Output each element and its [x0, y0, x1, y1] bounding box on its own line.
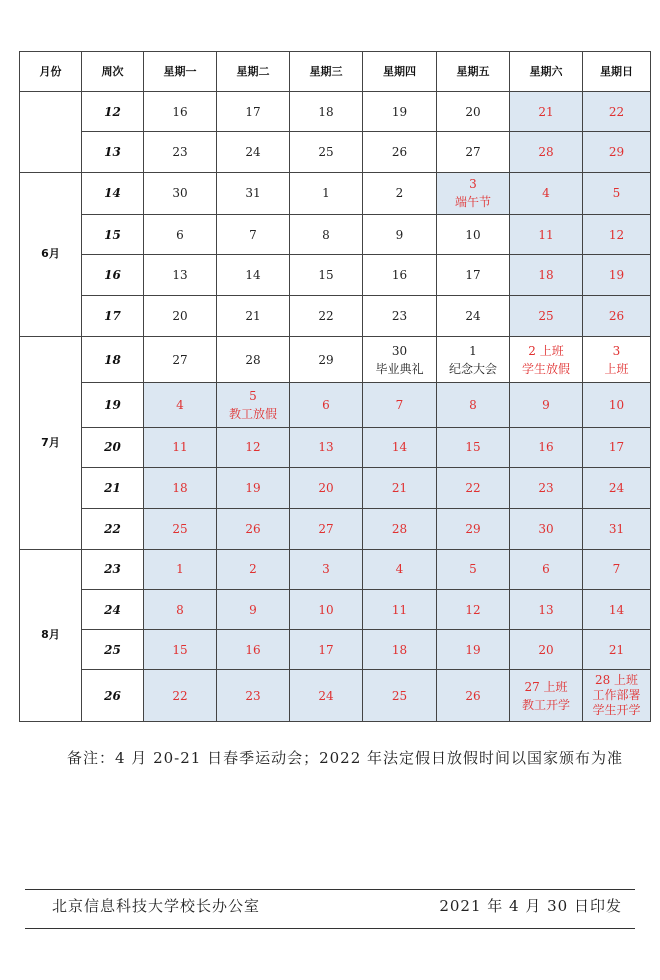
- day-cell: [510, 336, 583, 382]
- day-cell: [510, 295, 583, 336]
- day-number: 25: [172, 521, 188, 536]
- day-number: 1: [322, 186, 330, 201]
- week-row: [20, 427, 651, 467]
- day-cell: [290, 670, 363, 722]
- day-number: 3: [612, 343, 621, 358]
- day-cell: [290, 214, 363, 254]
- day-number: 30: [172, 186, 188, 201]
- week-row: [20, 132, 651, 172]
- day-cell: [217, 549, 290, 589]
- day-cell: [583, 509, 651, 549]
- week-row: [20, 295, 651, 336]
- day-number: 16: [172, 104, 188, 119]
- day-number: 10: [318, 602, 334, 617]
- day-number: 30: [391, 343, 408, 358]
- remark-note: 备注：4 月 20-21 日春季运动会；2022 年法定假日放假时间以国家颁布为准: [67, 749, 624, 767]
- week-number-cell: 12: [82, 92, 144, 132]
- day-cell: [144, 427, 217, 467]
- day-cell: [290, 549, 363, 589]
- day-number: 24: [608, 481, 625, 496]
- school-calendar-table: [19, 51, 651, 722]
- week-number-cell: 26: [82, 670, 144, 722]
- day-event-label: 教工放假: [228, 406, 277, 421]
- day-number: 26: [391, 144, 408, 159]
- day-number: 5: [612, 186, 621, 201]
- day-number: 22: [608, 104, 625, 119]
- day-number: 27: [465, 144, 481, 159]
- day-cell: [290, 336, 363, 382]
- day-cell: [217, 336, 290, 382]
- day-cell: [217, 214, 290, 254]
- day-cell: [144, 336, 217, 382]
- day-cell: [363, 589, 437, 629]
- day-cell: [363, 383, 437, 427]
- footer-issuer: 北京信息科技大学校长办公室: [52, 897, 261, 915]
- day-number: 3: [469, 177, 477, 192]
- week-row: [20, 255, 651, 295]
- day-cell: [363, 295, 437, 336]
- day-cell: [437, 295, 510, 336]
- day-number: 2: [395, 186, 404, 201]
- day-cell: [363, 336, 437, 382]
- week-row: [20, 589, 651, 629]
- month-cell: 7月: [20, 336, 82, 549]
- day-number: 12: [465, 602, 481, 617]
- day-number: 20: [318, 481, 334, 496]
- day-cell: [583, 132, 651, 172]
- footer-bottom-rule: [25, 928, 635, 929]
- day-number: 4: [176, 397, 184, 412]
- day-number: 6: [322, 397, 330, 412]
- day-cell: [583, 467, 651, 508]
- week-row: [20, 383, 651, 427]
- day-cell: [217, 670, 290, 722]
- day-number: 23: [538, 481, 554, 496]
- day-cell: [583, 255, 651, 295]
- day-cell: [583, 670, 651, 722]
- day-event-label: 工作部署: [592, 688, 641, 703]
- day-cell: [583, 383, 651, 427]
- day-number: 8: [469, 397, 477, 412]
- footer: [52, 895, 622, 916]
- day-number: 2: [249, 562, 257, 577]
- day-cell: [583, 214, 651, 254]
- day-number: 5: [249, 388, 257, 403]
- day-cell: [290, 295, 363, 336]
- day-number: 8: [322, 227, 330, 242]
- week-number-cell: 13: [82, 132, 144, 172]
- week-number-cell: 18: [82, 336, 144, 382]
- day-cell: [144, 630, 217, 670]
- day-cell: [363, 92, 437, 132]
- day-cell: [583, 172, 651, 214]
- day-cell: [510, 549, 583, 589]
- day-cell: [290, 383, 363, 427]
- day-cell: [217, 383, 290, 427]
- day-cell: [583, 336, 651, 382]
- day-number: 11: [172, 440, 188, 455]
- day-cell: [290, 172, 363, 214]
- day-number: 26: [608, 308, 625, 323]
- week-row: [20, 549, 651, 589]
- day-number: 19: [608, 267, 625, 282]
- day-cell: [437, 630, 510, 670]
- day-number: 26: [465, 688, 481, 703]
- day-cell: [217, 255, 290, 295]
- day-number: 17: [608, 440, 625, 455]
- day-cell: [144, 549, 217, 589]
- day-cell: [290, 630, 363, 670]
- header-monday: 星期一: [144, 52, 217, 92]
- day-cell: [510, 467, 583, 508]
- day-number: 18: [318, 104, 334, 119]
- day-cell: [144, 295, 217, 336]
- week-number-cell: 24: [82, 589, 144, 629]
- day-cell: [217, 589, 290, 629]
- week-number-cell: 22: [82, 509, 144, 549]
- week-row: [20, 509, 651, 549]
- header-thursday: 星期四: [363, 52, 437, 92]
- day-number: 31: [245, 186, 261, 201]
- day-cell: [510, 383, 583, 427]
- header-sunday: 星期日: [583, 52, 651, 92]
- day-event-label: 教工开学: [521, 697, 570, 712]
- day-number: 7: [395, 397, 404, 412]
- day-cell: [363, 255, 437, 295]
- day-cell: [217, 509, 290, 549]
- header-month: 月份: [20, 52, 82, 92]
- day-number: 24: [245, 144, 261, 159]
- week-number-cell: 25: [82, 630, 144, 670]
- day-event-label: 纪念大会: [448, 361, 497, 376]
- day-number: 21: [245, 308, 261, 323]
- day-cell: [583, 549, 651, 589]
- day-cell: [510, 509, 583, 549]
- day-cell: [510, 630, 583, 670]
- day-cell: [290, 255, 363, 295]
- day-number: 27 上班: [524, 679, 568, 694]
- week-number-cell: 16: [82, 255, 144, 295]
- day-cell: [437, 214, 510, 254]
- footer-date: 2021 年 4 月 30 日印发: [439, 897, 622, 915]
- day-cell: [437, 549, 510, 589]
- day-cell: [510, 92, 583, 132]
- day-event-label: 学生开学: [592, 703, 641, 718]
- day-cell: [363, 467, 437, 508]
- day-number: 13: [172, 267, 188, 282]
- calendar-body: [20, 92, 651, 722]
- day-cell: [437, 383, 510, 427]
- day-number: 21: [608, 642, 625, 657]
- day-number: 26: [245, 521, 261, 536]
- day-cell: [437, 509, 510, 549]
- day-number: 29: [608, 144, 625, 159]
- day-number: 25: [538, 308, 554, 323]
- day-cell: [583, 589, 651, 629]
- day-cell: [144, 255, 217, 295]
- day-number: 23: [245, 688, 261, 703]
- day-number: 28: [245, 352, 261, 367]
- month-cell: [20, 92, 82, 173]
- day-cell: [217, 132, 290, 172]
- day-number: 4: [542, 186, 550, 201]
- day-event-label: 学生放假: [521, 361, 570, 376]
- day-cell: [437, 132, 510, 172]
- day-number: 27: [318, 521, 334, 536]
- day-cell: [290, 92, 363, 132]
- header-saturday: 星期六: [510, 52, 583, 92]
- day-cell: [437, 589, 510, 629]
- month-cell: 8月: [20, 549, 82, 721]
- day-cell: [363, 630, 437, 670]
- day-number: 10: [465, 227, 481, 242]
- day-number: 22: [318, 308, 334, 323]
- day-cell: [144, 214, 217, 254]
- day-cell: [144, 383, 217, 427]
- week-number-cell: 20: [82, 427, 144, 467]
- week-number-cell: 17: [82, 295, 144, 336]
- day-number: 21: [391, 481, 408, 496]
- header-wednesday: 星期三: [290, 52, 363, 92]
- day-cell: [510, 172, 583, 214]
- day-cell: [144, 589, 217, 629]
- day-cell: [583, 295, 651, 336]
- day-number: 29: [465, 521, 481, 536]
- day-cell: [217, 630, 290, 670]
- day-number: 1: [469, 343, 477, 358]
- day-number: 28: [391, 521, 408, 536]
- day-number: 4: [395, 562, 404, 577]
- day-number: 23: [172, 144, 188, 159]
- day-number: 12: [245, 440, 261, 455]
- week-number-cell: 21: [82, 467, 144, 508]
- day-number: 20: [172, 308, 188, 323]
- week-row: [20, 467, 651, 508]
- day-cell: [437, 467, 510, 508]
- day-number: 13: [538, 602, 554, 617]
- week-number-cell: 14: [82, 172, 144, 214]
- day-cell: [437, 92, 510, 132]
- day-cell: [437, 255, 510, 295]
- day-number: 16: [391, 267, 408, 282]
- day-cell: [510, 132, 583, 172]
- day-cell: [144, 132, 217, 172]
- day-number: 27: [172, 352, 188, 367]
- day-number: 24: [318, 688, 334, 703]
- day-cell: [144, 509, 217, 549]
- day-number: 2 上班: [528, 343, 564, 358]
- day-cell: [217, 172, 290, 214]
- day-cell: [363, 670, 437, 722]
- day-cell: [144, 172, 217, 214]
- day-number: 18: [172, 481, 188, 496]
- week-row: [20, 172, 651, 214]
- day-number: 19: [245, 481, 261, 496]
- day-cell: [363, 172, 437, 214]
- day-number: 7: [612, 562, 621, 577]
- week-row: [20, 214, 651, 254]
- day-number: 7: [249, 227, 257, 242]
- day-cell: [510, 214, 583, 254]
- day-number: 17: [318, 642, 334, 657]
- day-number: 6: [176, 227, 184, 242]
- day-number: 23: [391, 308, 408, 323]
- week-row: [20, 670, 651, 722]
- week-row: [20, 336, 651, 382]
- day-number: 14: [245, 267, 261, 282]
- week-number-cell: 15: [82, 214, 144, 254]
- day-cell: [510, 427, 583, 467]
- day-number: 29: [318, 352, 334, 367]
- day-cell: [363, 132, 437, 172]
- day-number: 22: [465, 481, 481, 496]
- day-number: 15: [465, 440, 481, 455]
- day-cell: [144, 670, 217, 722]
- day-number: 25: [318, 144, 334, 159]
- day-number: 30: [538, 521, 554, 536]
- day-number: 19: [391, 104, 408, 119]
- footer-top-rule: [25, 889, 635, 890]
- day-number: 12: [608, 227, 625, 242]
- month-cell: 6月: [20, 172, 82, 336]
- day-number: 28 上班: [594, 673, 639, 688]
- day-number: 15: [172, 642, 188, 657]
- day-cell: [144, 92, 217, 132]
- day-number: 11: [538, 227, 554, 242]
- day-number: 20: [465, 104, 481, 119]
- day-number: 17: [465, 267, 481, 282]
- day-number: 6: [542, 562, 550, 577]
- header-week: 周次: [82, 52, 144, 92]
- day-cell: [437, 670, 510, 722]
- day-number: 17: [245, 104, 261, 119]
- day-cell: [217, 92, 290, 132]
- day-number: 11: [391, 602, 408, 617]
- day-cell: [290, 132, 363, 172]
- day-cell: [437, 336, 510, 382]
- day-cell: [583, 92, 651, 132]
- day-number: 9: [395, 227, 404, 242]
- day-number: 31: [608, 521, 625, 536]
- day-cell: [510, 589, 583, 629]
- day-number: 20: [538, 642, 554, 657]
- header-friday: 星期五: [437, 52, 510, 92]
- day-number: 1: [176, 562, 184, 577]
- day-cell: [217, 427, 290, 467]
- day-number: 25: [391, 688, 408, 703]
- day-cell: [363, 509, 437, 549]
- day-number: 19: [465, 642, 481, 657]
- header-tuesday: 星期二: [217, 52, 290, 92]
- day-number: 24: [465, 308, 481, 323]
- week-number-cell: 19: [82, 383, 144, 427]
- day-cell: [217, 295, 290, 336]
- day-cell: [437, 427, 510, 467]
- day-cell: [363, 549, 437, 589]
- day-number: 9: [542, 397, 550, 412]
- header-row: [20, 52, 651, 92]
- day-cell: [290, 589, 363, 629]
- day-cell: [363, 214, 437, 254]
- day-number: 18: [538, 267, 554, 282]
- day-number: 8: [176, 602, 184, 617]
- day-number: 10: [608, 397, 625, 412]
- day-number: 9: [249, 602, 257, 617]
- day-cell: [583, 630, 651, 670]
- day-number: 15: [318, 267, 334, 282]
- day-number: 18: [391, 642, 408, 657]
- day-cell: [437, 172, 510, 214]
- day-event-label: 端午节: [454, 195, 491, 210]
- week-row: [20, 92, 651, 132]
- day-event-label: 毕业典礼: [375, 361, 424, 376]
- day-cell: [217, 467, 290, 508]
- week-number-cell: 23: [82, 549, 144, 589]
- day-number: 21: [538, 104, 554, 119]
- day-cell: [290, 427, 363, 467]
- day-number: 3: [322, 562, 330, 577]
- day-number: 13: [318, 440, 334, 455]
- day-number: 22: [172, 688, 188, 703]
- day-cell: [290, 467, 363, 508]
- week-row: [20, 630, 651, 670]
- day-number: 16: [538, 440, 554, 455]
- day-cell: [144, 467, 217, 508]
- day-number: 5: [469, 562, 477, 577]
- day-cell: [510, 255, 583, 295]
- day-number: 14: [608, 602, 625, 617]
- day-number: 14: [391, 440, 408, 455]
- day-number: 28: [538, 144, 554, 159]
- day-cell: [363, 427, 437, 467]
- day-number: 16: [245, 642, 261, 657]
- day-cell: [583, 427, 651, 467]
- day-cell: [510, 670, 583, 722]
- day-cell: [290, 509, 363, 549]
- day-event-label: 上班: [604, 361, 629, 376]
